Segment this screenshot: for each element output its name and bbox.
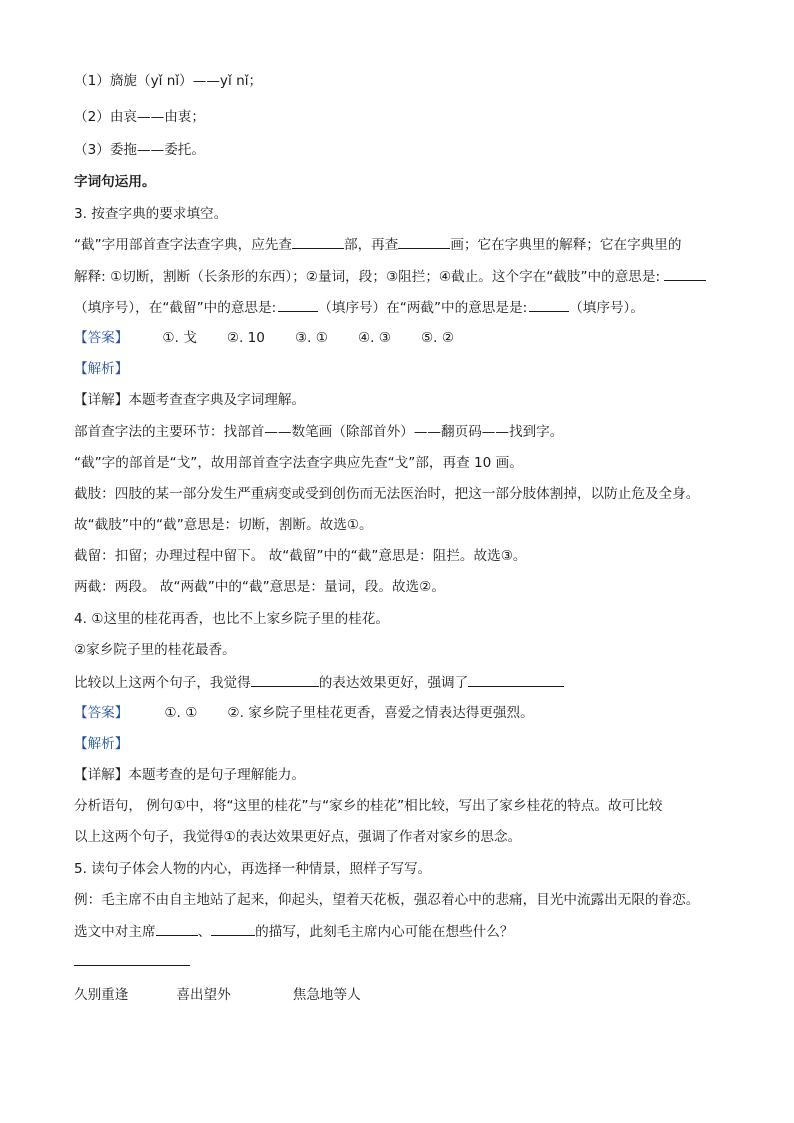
q3-para-4: 故“截肢”中的“截”意思是：切断，割断。故选①。 bbox=[74, 517, 373, 533]
blank-strokes bbox=[398, 235, 450, 249]
analysis-label: 【解析】 bbox=[74, 361, 129, 377]
blank-radical bbox=[292, 235, 344, 249]
q4-prompt bbox=[74, 673, 564, 692]
q5-options bbox=[74, 986, 361, 1004]
q5-title: 5. 读句子体会人物的内心，再选择一种情景，照样子写写。 bbox=[74, 861, 432, 877]
q4-para-2: 以上这两个句子，我觉得①的表达效果更好点，强调了作者对家乡的思念。 bbox=[74, 829, 522, 845]
q4-para-1: 分析语句， 例句①中，将“这里的桂花”与“家乡的桂花”相比较，写出了家乡桂花的特点。故可比较 bbox=[74, 798, 663, 814]
blank-description-1 bbox=[156, 922, 198, 936]
q3-line1 bbox=[74, 235, 681, 254]
q3-para-3: 截肢：四肢的某一部分发生严重病变或受到创伤而无法医治时，把这一部分肢体割掉，以防止危及全身。 bbox=[74, 486, 700, 502]
q4-sentence-1: 4. ①这里的桂花再香，也比不上家乡院子里的桂花。 bbox=[74, 611, 389, 627]
q4-sentence-2: ②家乡院子里的桂花最香。 bbox=[74, 642, 236, 658]
blank-meaning-1 bbox=[664, 267, 706, 281]
q3-para-1: 部首查字法的主要环节：找部首——数笔画（除部首外）——翻页码——找到字。 bbox=[74, 424, 564, 440]
blank-meaning-2 bbox=[278, 298, 318, 312]
answer-label: 【答案】 bbox=[74, 330, 129, 346]
answer-item: ①. ① bbox=[164, 705, 198, 721]
q5-example: 例：毛主席不由自主地站了起来，仰起头，望着天花板，强忍着心中的悲痛，目光中流露出无限的眷恋。 bbox=[74, 892, 700, 908]
section-title: 字词句运用。 bbox=[74, 174, 156, 190]
answer-item: ①. 戈 bbox=[162, 330, 197, 346]
analysis-label: 【解析】 bbox=[74, 736, 129, 752]
q3-answer bbox=[74, 329, 454, 347]
q3-line2-a: 解释: ①切断，割断（长条形的东西）；②量词，段；③阻拦；④截止。这个字在“截肢”中的意思是: bbox=[74, 269, 661, 285]
q3-line3-a: （填序号），在“截留”中的意思是: bbox=[74, 300, 277, 316]
answer-line bbox=[74, 965, 190, 966]
q4-prompt-b: 的表达效果更好，强调了 bbox=[318, 675, 469, 691]
answer-item: ②. 家乡院子里桂花更香，喜爱之情表达得更强烈。 bbox=[227, 705, 534, 721]
q5-prompt-b: 、 bbox=[197, 924, 212, 940]
q5-prompt-c: 的描写，此刻毛主席内心可能在想些什么？ bbox=[255, 924, 514, 940]
q3-para-5: 截留：扣留；办理过程中留下。 故“截留”中的“截”意思是：阻拦。故选③。 bbox=[74, 548, 527, 564]
q4-prompt-a: 比较以上这两个句子，我觉得 bbox=[74, 675, 251, 691]
q5-prompt bbox=[74, 922, 513, 941]
q3-line1-a: “截”字用部首查字法查字典，应先查 bbox=[74, 237, 292, 253]
option-item: 喜出望外 bbox=[176, 987, 231, 1003]
q3-line3 bbox=[74, 298, 644, 317]
item-3: （3）委拖——委托。 bbox=[74, 142, 205, 158]
q5-prompt-a: 选文中对主席 bbox=[74, 924, 156, 940]
q4-detail: 【详解】本题考查的是句子理解能力。 bbox=[74, 767, 306, 783]
answer-label: 【答案】 bbox=[74, 705, 129, 721]
option-item: 焦急地等人 bbox=[292, 987, 361, 1003]
q3-line1-c: 画；它在字典里的解释；它在字典里的 bbox=[450, 237, 682, 253]
q3-line3-b: （填序号）在“两截”中的意思是是: bbox=[318, 300, 528, 316]
blank-description-2 bbox=[211, 922, 255, 936]
answer-item: ②. 10 bbox=[226, 330, 265, 346]
answer-item: ⑤. ② bbox=[420, 330, 454, 346]
q4-answer bbox=[74, 704, 534, 722]
item-1: （1）旖旎（yǐ nǐ）——yǐ nǐ； bbox=[74, 73, 263, 89]
option-item: 久别重逢 bbox=[74, 987, 129, 1003]
blank-meaning-3 bbox=[529, 298, 569, 312]
blank-sentence-choice bbox=[251, 673, 319, 687]
q3-para-6: 两截：两段。 故“两截”中的“截”意思是：量词，段。故选②。 bbox=[74, 579, 445, 595]
q3-line3-c: （填序号）。 bbox=[569, 300, 644, 316]
item-2: （2）由哀——由衷； bbox=[74, 109, 205, 125]
q3-detail: 【详解】本题考查查字典及字词理解。 bbox=[74, 392, 306, 408]
answer-item: ③. ① bbox=[294, 330, 328, 346]
q3-line1-b: 部，再查 bbox=[344, 237, 399, 253]
blank-emphasis bbox=[468, 673, 564, 687]
q3-title: 3. 按查字典的要求填空。 bbox=[74, 206, 228, 222]
q3-para-2: “截”字的部首是“戈”，故用部首查字法查字典应先查“戈”部，再查 10 画。 bbox=[74, 455, 523, 471]
answer-item: ④. ③ bbox=[357, 330, 391, 346]
q3-line2 bbox=[74, 267, 706, 286]
